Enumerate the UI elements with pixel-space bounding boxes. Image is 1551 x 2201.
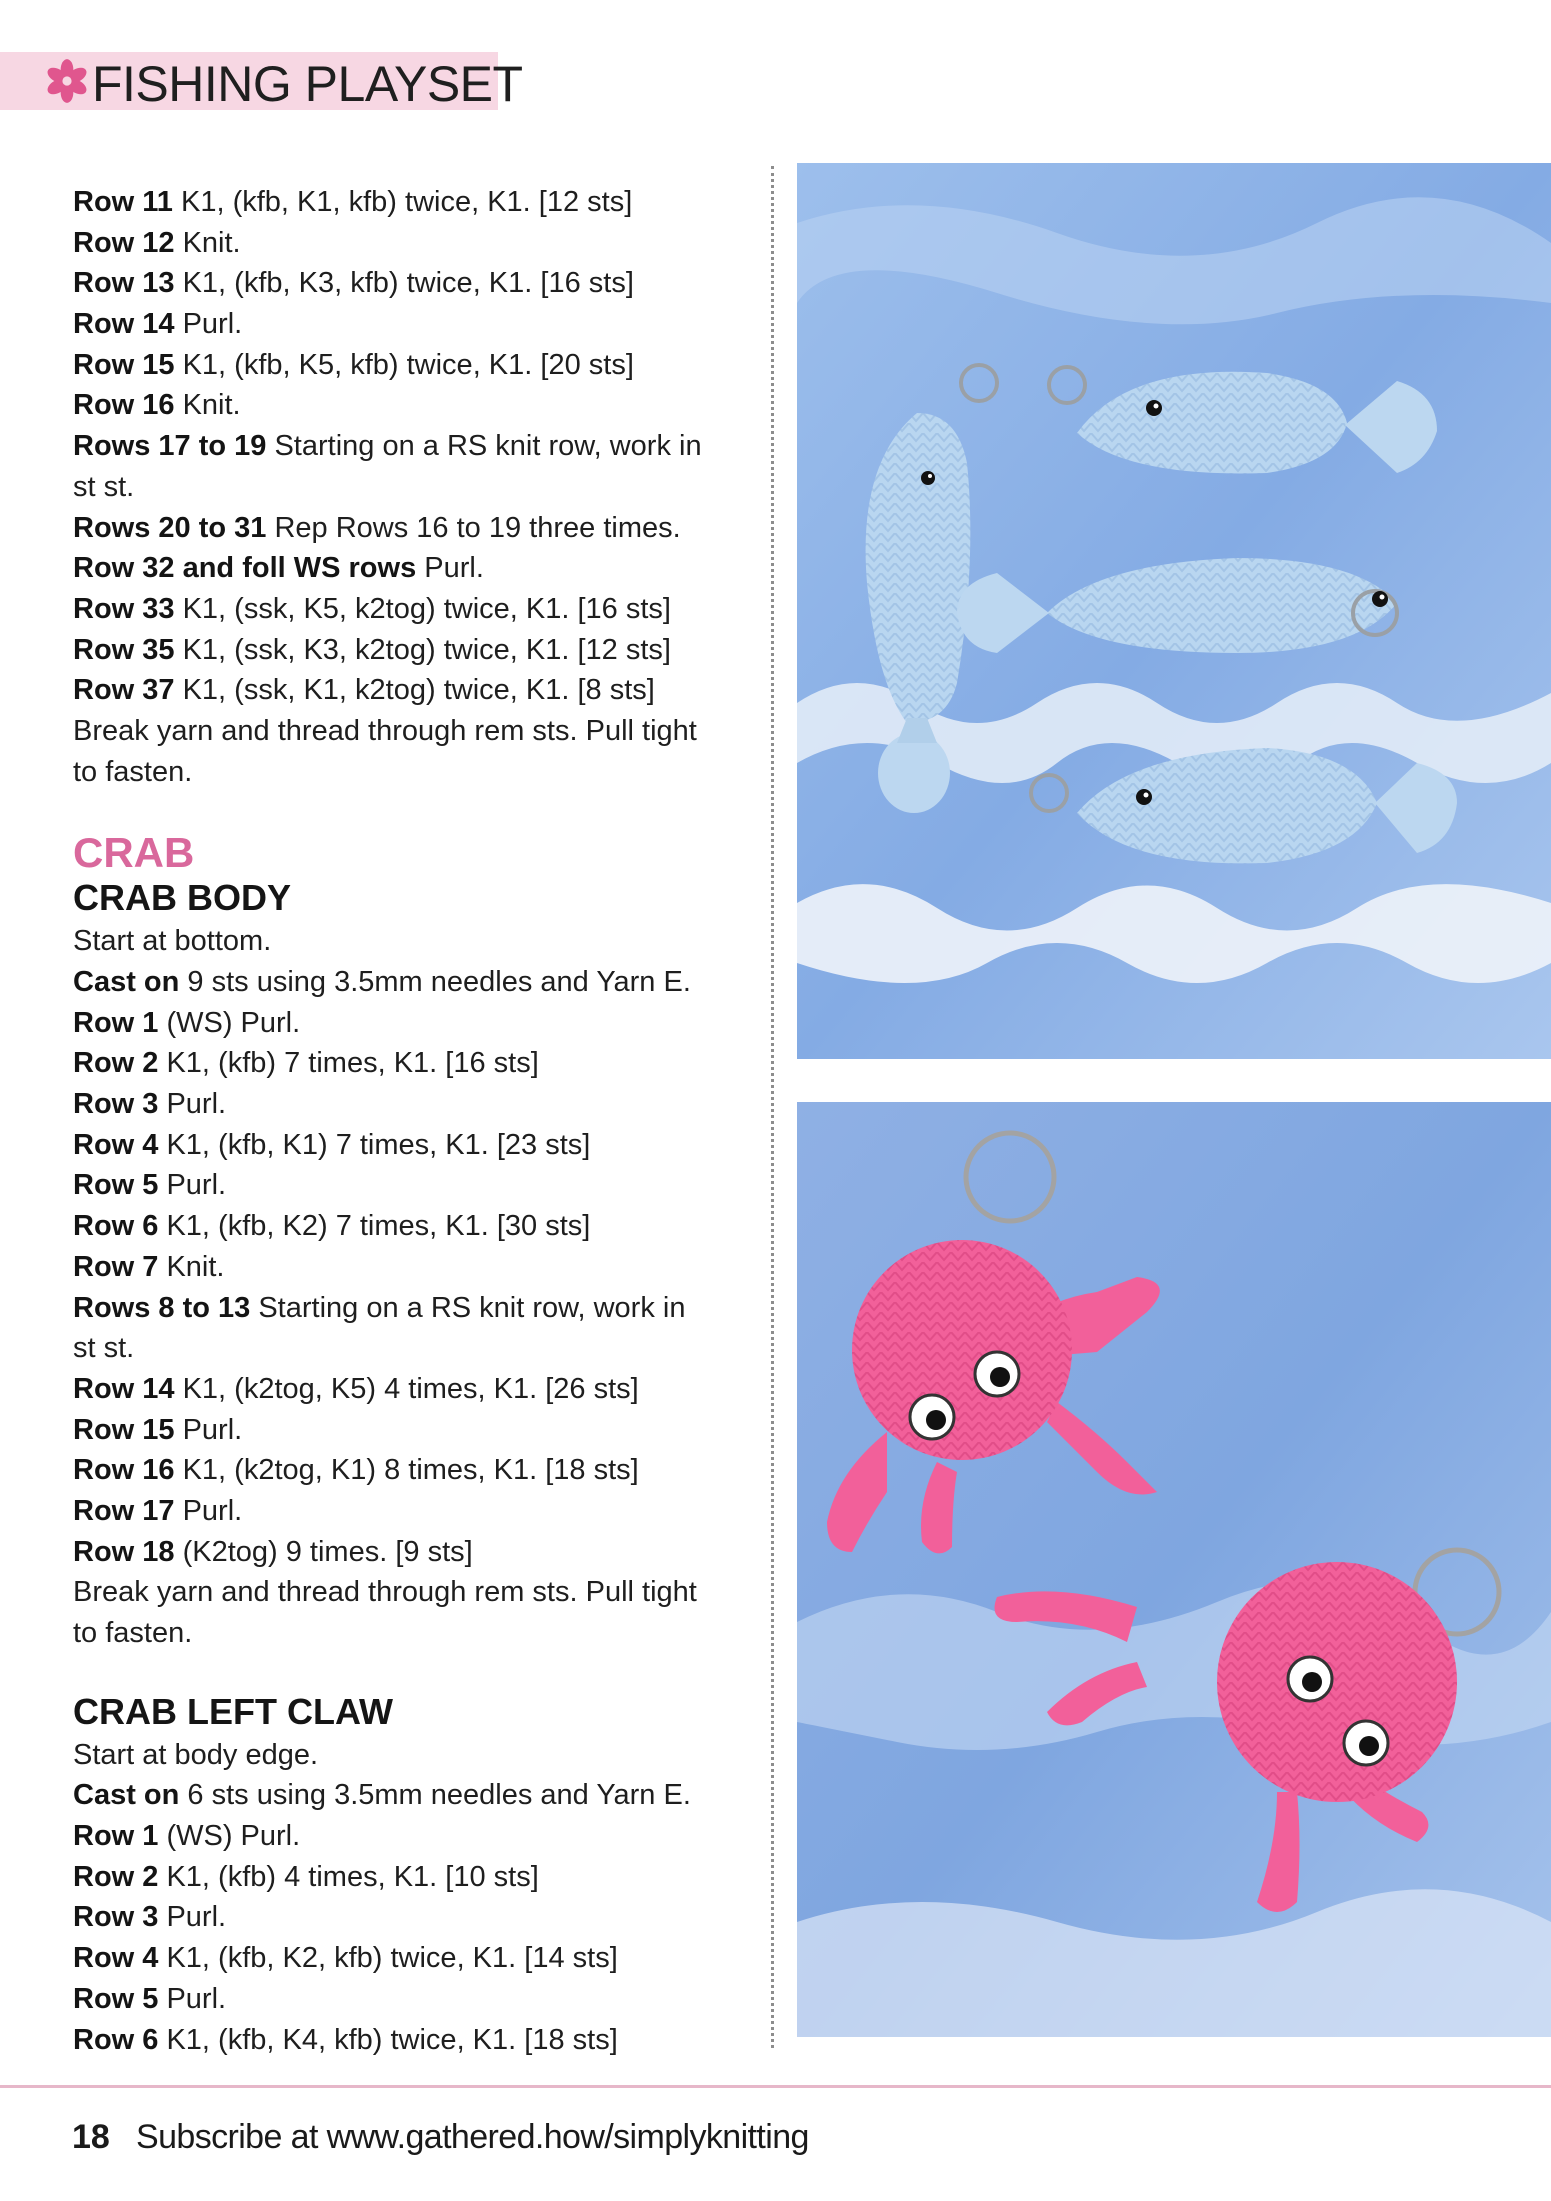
footer-subscribe-text: Subscribe at www.gathered.how/simplyknitting bbox=[136, 2118, 809, 2156]
instruction-line: Row 7 Knit. bbox=[73, 1250, 225, 1283]
spacer bbox=[73, 1654, 753, 1689]
crab-body-instructions bbox=[73, 921, 753, 1653]
instruction-line: Row 35 K1, (ssk, K3, k2tog) twice, K1. [12 sts] bbox=[73, 633, 671, 666]
instruction-line: to fasten. bbox=[73, 755, 193, 788]
page-number: 18 bbox=[72, 2118, 110, 2156]
flower-icon bbox=[44, 58, 90, 104]
instruction-line: Row 32 and foll WS rows Purl. bbox=[73, 552, 484, 585]
instruction-line: st st. bbox=[73, 470, 135, 503]
instruction-line: Cast on 9 sts using 3.5mm needles and Yarn E. bbox=[73, 966, 691, 998]
instruction-line: to fasten. bbox=[73, 1617, 193, 1649]
subheading-crab-body: CRAB BODY bbox=[73, 877, 292, 919]
instruction-line: Break yarn and thread through rem sts. Pull tight bbox=[73, 714, 697, 747]
column-divider bbox=[771, 166, 774, 2048]
instruction-line: Row 2 K1, (kfb) 7 times, K1. [16 sts] bbox=[73, 1047, 539, 1080]
instruction-line: Row 6 K1, (kfb, K2) 7 times, K1. [30 sts] bbox=[73, 1210, 591, 1243]
fish-keyrings-photo bbox=[797, 163, 1551, 1059]
instruction-line: Row 3 Purl. bbox=[73, 1088, 227, 1121]
fish-instructions bbox=[73, 182, 753, 792]
footer-rule bbox=[0, 2085, 1551, 2088]
crab-left-claw-instructions bbox=[73, 1735, 753, 2061]
instruction-line: Row 1 (WS) Purl. bbox=[73, 1006, 301, 1039]
instruction-line: Row 15 K1, (kfb, K5, kfb) twice, K1. [20 sts] bbox=[73, 348, 634, 381]
instruction-line: Row 6 K1, (kfb, K4, kfb) twice, K1. [18 sts] bbox=[73, 2023, 618, 2056]
instruction-line: Row 37 K1, (ssk, K1, k2tog) twice, K1. [8 sts] bbox=[73, 674, 655, 707]
instruction-line: Start at body edge. bbox=[73, 1738, 319, 1771]
instruction-line: Row 5 Purl. bbox=[73, 1982, 227, 2015]
instruction-line: Row 16 K1, (k2tog, K1) 8 times, K1. [18 sts] bbox=[73, 1454, 639, 1487]
spacer bbox=[73, 792, 753, 827]
instruction-line: Row 13 K1, (kfb, K3, kfb) twice, K1. [16 sts] bbox=[73, 267, 634, 300]
instruction-line: Row 14 Purl. bbox=[73, 308, 243, 341]
page-title: FISHING PLAYSET bbox=[92, 56, 523, 112]
instruction-line: Break yarn and thread through rem sts. Pull tight bbox=[73, 1576, 697, 1609]
instruction-line: Cast on 6 sts using 3.5mm needles and Yarn E. bbox=[73, 1779, 691, 1812]
crab-keyrings-photo bbox=[797, 1102, 1551, 2037]
instruction-line: Start at bottom. bbox=[73, 925, 272, 958]
instruction-line: Row 11 K1, (kfb, K1, kfb) twice, K1. [12 sts] bbox=[73, 186, 633, 218]
instruction-line: Row 1 (WS) Purl. bbox=[73, 1820, 301, 1853]
subheading-crab-left-claw: CRAB LEFT CLAW bbox=[73, 1690, 393, 1732]
instruction-line: Row 3 Purl. bbox=[73, 1901, 227, 1934]
instruction-line: Row 2 K1, (kfb) 4 times, K1. [10 sts] bbox=[73, 1860, 539, 1893]
instruction-line: Rows 17 to 19 Starting on a RS knit row, work in bbox=[73, 430, 702, 463]
instruction-line: Row 18 (K2tog) 9 times. [9 sts] bbox=[73, 1535, 473, 1568]
instruction-line: Row 14 K1, (k2tog, K5) 4 times, K1. [26 sts] bbox=[73, 1372, 639, 1405]
pattern-text-column bbox=[73, 182, 753, 2060]
instruction-line: Row 33 K1, (ssk, K5, k2tog) twice, K1. [16 sts] bbox=[73, 592, 671, 625]
instruction-line: Row 15 Purl. bbox=[73, 1413, 243, 1446]
instruction-line: Row 16 Knit. bbox=[73, 389, 241, 422]
instruction-line: Rows 8 to 13 Starting on a RS knit row, work in bbox=[73, 1291, 686, 1324]
instruction-line: Rows 20 to 31 Rep Rows 16 to 19 three times. bbox=[73, 511, 681, 544]
instruction-line: Row 4 K1, (kfb, K2, kfb) twice, K1. [14 sts] bbox=[73, 1942, 618, 1975]
instruction-line: Row 5 Purl. bbox=[73, 1169, 227, 1202]
instruction-line: Row 4 K1, (kfb, K1) 7 times, K1. [23 sts] bbox=[73, 1128, 591, 1161]
instruction-line: st st. bbox=[73, 1332, 135, 1365]
instruction-line: Row 12 Knit. bbox=[73, 226, 241, 259]
section-title-crab: CRAB bbox=[73, 829, 195, 877]
instruction-line: Row 17 Purl. bbox=[73, 1494, 243, 1527]
